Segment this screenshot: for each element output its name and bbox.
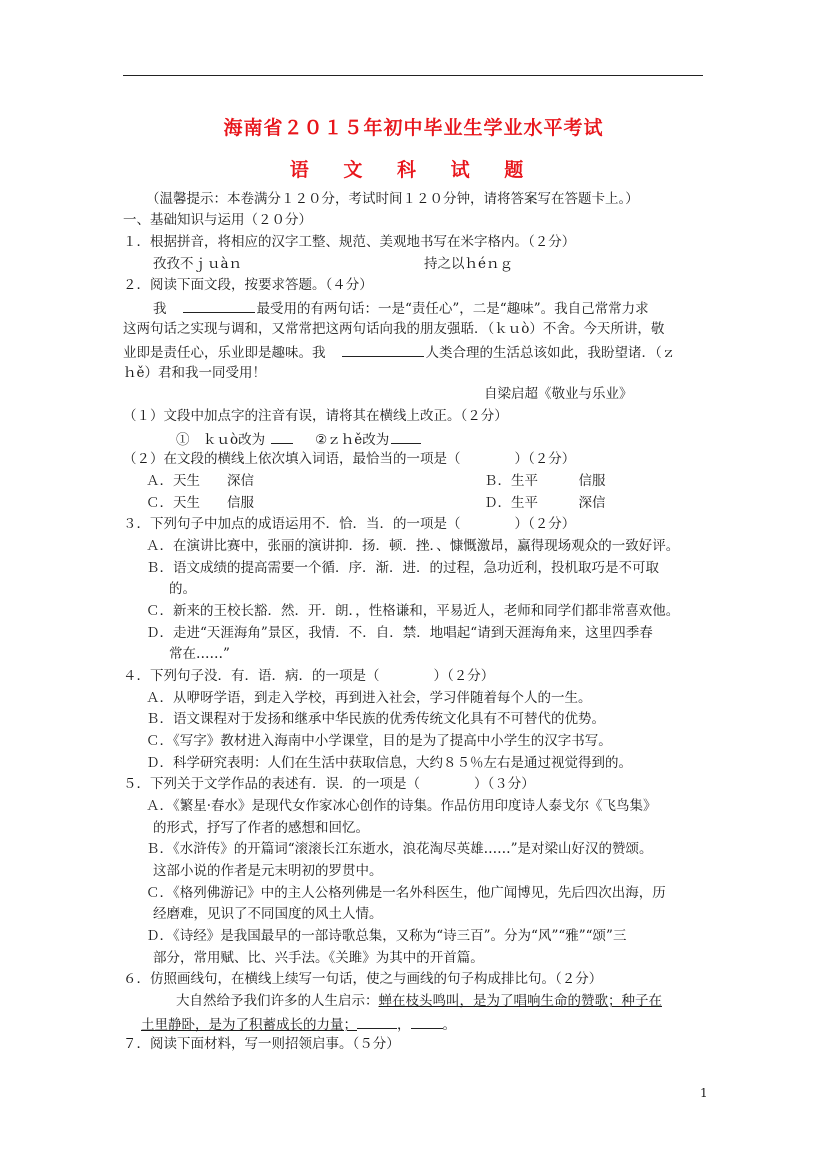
tip-text: （温馨提示：本卷满分１２０分，考试时间１２０分钟，请将答案写在答题卡上。） xyxy=(146,191,639,207)
fill-blank[interactable] xyxy=(391,429,421,444)
exam-subtitle: 语 文 科 试 题 xyxy=(289,159,538,181)
underlined-sentence: 土里静卧，是为了积蓄成长的力量； xyxy=(141,1017,357,1033)
q3-option-a: Ａ．在演讲比赛中，张丽的演讲抑．扬．顿．挫．、慷慨激昂，赢得现场观众的一致好评。 xyxy=(146,538,680,554)
q5-option-b-cont: 这部小说的作者是元末明初的罗贯中。 xyxy=(153,863,383,879)
q2-passage-line4: ｈě）君和我一同受用！ xyxy=(123,365,266,381)
q4-option-a: Ａ．从咿呀学语，到走入学校，再到进入社会，学习伴随着每个人的一生。 xyxy=(146,690,592,706)
q2-passage-line3: 业即是责任心，乐业即是趣味。我 人类合理的生活总该如此，我盼望诸．（ｚ xyxy=(123,342,675,362)
q2-sub2: （２）在文段的横线上依次填入词语，最恰当的一项是（ ）（２分） xyxy=(123,451,576,467)
q5-option-a: Ａ．《繁星·春水》是现代女作家冰心创作的诗集。作品仿用印度诗人泰戈尔《飞鸟集》 xyxy=(146,798,657,814)
q2-option-d: Ｄ．生平 深信 xyxy=(484,495,606,511)
fill-blank[interactable] xyxy=(183,298,255,313)
fill-blank[interactable] xyxy=(411,1014,443,1029)
q2-option-b: Ｂ．生平 信服 xyxy=(484,473,606,489)
top-rule xyxy=(123,75,703,76)
q4-stem: ４．下列句子没．有．语．病．的一项是（ ）（２分） xyxy=(123,668,495,684)
exam-title: 海南省２０１５年初中毕业生学业水平考试 xyxy=(223,117,604,139)
q1-item-a: 孜孜不ｊｕàｎ xyxy=(153,256,243,272)
q3-option-d: Ｄ．走进“天涯海角”景区，我情．不．自．禁．地唱起“请到天涯海角来，这里四季春 xyxy=(146,625,653,641)
q5-option-d: Ｄ．《诗经》是我国最早的一部诗歌总集，又称为“诗三百”。分为“风”“雅”“颂”三 xyxy=(146,928,627,944)
q7-stem: ７．阅读下面材料，写一则招领启事。（５分） xyxy=(123,1036,400,1052)
q6-line1: 大自然给予我们许多的人生启示：蝉在枝头鸣叫，是为了唱响生命的赞歌；种子在 xyxy=(176,993,662,1009)
q3-stem: ３．下列句子中加点的成语运用不．恰．当．的一项是（ ）（２分） xyxy=(123,516,576,532)
q2-stem: ２．阅读下面文段，按要求答题。（４分） xyxy=(123,277,373,293)
q4-option-d: Ｄ．科学研究表明：人们在生活中获取信息，大约８５％左右是通过视觉得到的。 xyxy=(146,755,632,771)
section-heading: 一、基础知识与运用（２０分） xyxy=(123,212,312,228)
q3-option-b: Ｂ．语文成绩的提高需要一个循．序．渐．进．的过程，急功近利，投机取巧是不可取 xyxy=(146,560,659,576)
q5-option-b: Ｂ．《水浒传》的开篇词“滚滚长江东逝水，浪花淘尽英雄……”是对梁山好汉的赞颂。 xyxy=(146,841,653,857)
q1-stem: １．根据拼音，将相应的汉字工整、规范、美观地书写在米字格内。（２分） xyxy=(123,234,576,250)
page-number: 1 xyxy=(700,1086,708,1100)
q5-option-a-cont: 的形式，抒写了作者的感想和回忆。 xyxy=(153,820,369,836)
q2-passage-line2: 这两句话之实现与调和，又常常把这两句话向我的朋友强聒．（ｋｕò）不舍。今天所讲，敬 xyxy=(123,321,665,337)
q4-option-c: Ｃ．《写字》教材进入海南中小学课堂，目的是为了提高中小学生的汉字书写。 xyxy=(146,733,612,749)
q5-option-c: Ｃ．《格列佛游记》中的主人公格列佛是一名外科医生，他广闻博见，先后四次出海，历 xyxy=(146,885,666,901)
q5-stem: ５．下列关于文学作品的表述有．误．的一项是（ ）（３分） xyxy=(123,776,535,792)
q2-passage-line1: 我 最受用的有两句话：一是“责任心”，二是“趣味”。我自己常常力求 xyxy=(153,298,649,318)
q2-option-c: Ｃ．天生 信服 xyxy=(146,495,254,511)
underlined-sentence: 蝉在枝头鸣叫，是为了唱响生命的赞歌；种子在 xyxy=(378,993,662,1009)
q3-option-d-cont: 常在……” xyxy=(169,646,230,662)
q6-line2: 土里静卧，是为了积蓄成长的力量； ， 。 xyxy=(141,1014,456,1034)
q2-option-a: Ａ．天生 深信 xyxy=(146,473,254,489)
q3-option-b-cont: 的。 xyxy=(169,581,196,597)
q1-item-b: 持之以ｈéｎｇ xyxy=(424,256,513,272)
q5-option-c-cont: 经磨难，见识了不同国度的风土人情。 xyxy=(153,906,383,922)
q2-sub1-answers: ① ｋｕò改为 ②ｚｈě改为 xyxy=(176,429,421,449)
fill-blank[interactable] xyxy=(271,429,293,444)
q2-source: 自梁启超《敬业与乐业》 xyxy=(484,386,633,402)
q4-option-b: Ｂ．语文课程对于发扬和继承中华民族的优秀传统文化具有不可替代的优势。 xyxy=(146,711,605,727)
q6-stem: ６．仿照画线句，在横线上续写一句话，使之与画线的句子构成排比句。（２分） xyxy=(123,971,603,987)
q2-sub1: （１）文段中加点字的注音有误，请将其在横线上改正。（２分） xyxy=(123,408,508,424)
q5-option-d-cont: 部分，常用赋、比、兴手法。《关雎》为其中的开首篇。 xyxy=(153,950,484,966)
q3-option-c: Ｃ．新来的王校长豁．然．开．朗．，性格谦和，平易近人，老师和同学们都非常喜欢他。 xyxy=(146,603,680,619)
fill-blank[interactable] xyxy=(342,342,424,357)
fill-blank[interactable] xyxy=(357,1014,397,1029)
